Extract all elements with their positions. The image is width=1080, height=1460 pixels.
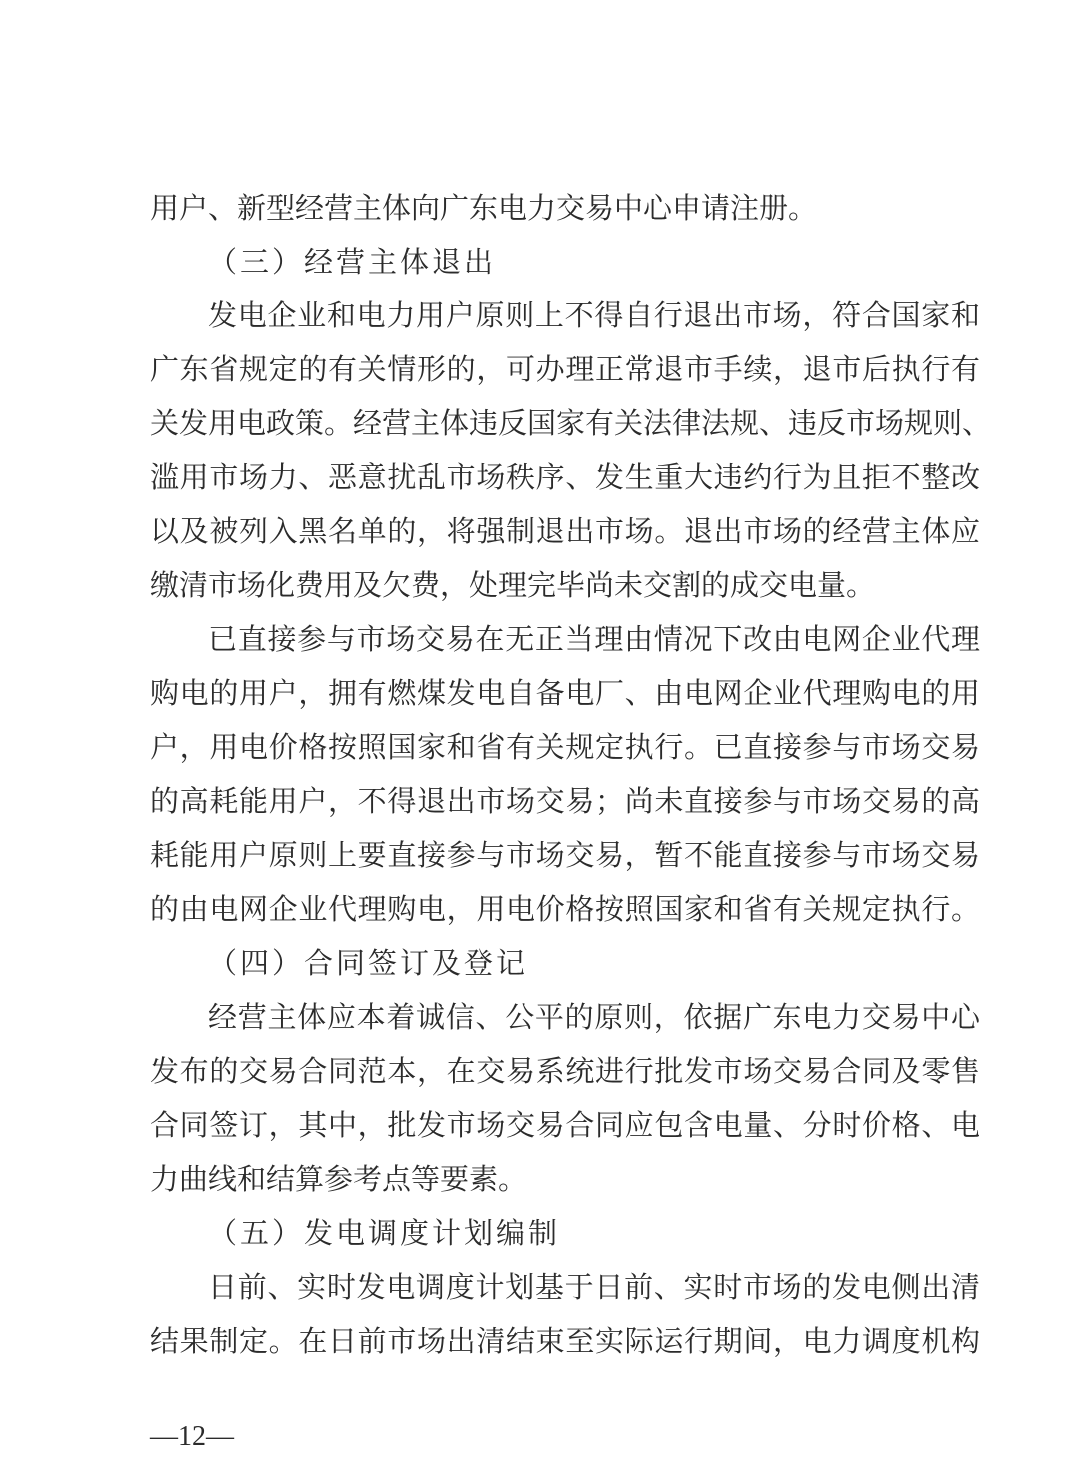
paragraph-line: 以及被列入黑名单的，将强制退出市场。退出市场的经营主体应: [150, 514, 980, 548]
section-heading-exit: （三）经营主体退出: [208, 245, 497, 279]
paragraph-line: 力曲线和结算参考点等要素。: [150, 1162, 528, 1196]
paragraph-line: 滥用市场力、恶意扰乱市场秩序、发生重大违约行为且拒不整改: [150, 460, 980, 494]
paragraph-line: 发布的交易合同范本，在交易系统进行批发市场交易合同及零售: [150, 1054, 980, 1088]
paragraph-line: 已直接参与市场交易在无正当理由情况下改由电网企业代理: [208, 622, 980, 656]
paragraph-line: 结果制定。在日前市场出清结束至实际运行期间，电力调度机构: [150, 1324, 980, 1358]
paragraph-line: 关发用电政策。经营主体违反国家有关法律法规、违反市场规则、: [150, 406, 992, 440]
paragraph-line: 的由电网企业代理购电，用电价格按照国家和省有关规定执行。: [150, 892, 980, 926]
paragraph-line: 用户、新型经营主体向广东电力交易中心申请注册。: [150, 191, 818, 225]
paragraph-line: 耗能用户原则上要直接参与市场交易，暂不能直接参与市场交易: [150, 838, 980, 872]
paragraph-line: 的高耗能用户，不得退出市场交易；尚未直接参与市场交易的高: [150, 784, 980, 818]
paragraph-line: 日前、实时发电调度计划基于日前、实时市场的发电侧出清: [208, 1270, 980, 1304]
section-heading-contract: （四）合同签订及登记: [208, 946, 529, 980]
paragraph-line: 购电的用户，拥有燃煤发电自备电厂、由电网企业代理购电的用: [150, 676, 980, 710]
paragraph-line: 经营主体应本着诚信、公平的原则，依据广东电力交易中心: [208, 1000, 980, 1034]
paragraph-line: 发电企业和电力用户原则上不得自行退出市场，符合国家和: [208, 298, 980, 332]
paragraph-line: 广东省规定的有关情形的，可办理正常退市手续，退市后执行有: [150, 352, 980, 386]
paragraph-line: 户，用电价格按照国家和省有关规定执行。已直接参与市场交易: [150, 730, 980, 764]
paragraph-line: 缴清市场化费用及欠费，处理完毕尚未交割的成交电量。: [150, 568, 876, 602]
section-heading-dispatch: （五）发电调度计划编制: [208, 1216, 561, 1250]
paragraph-line: 合同签订，其中，批发市场交易合同应包含电量、分时价格、电: [150, 1108, 980, 1142]
page-number: —12—: [150, 1421, 234, 1452]
